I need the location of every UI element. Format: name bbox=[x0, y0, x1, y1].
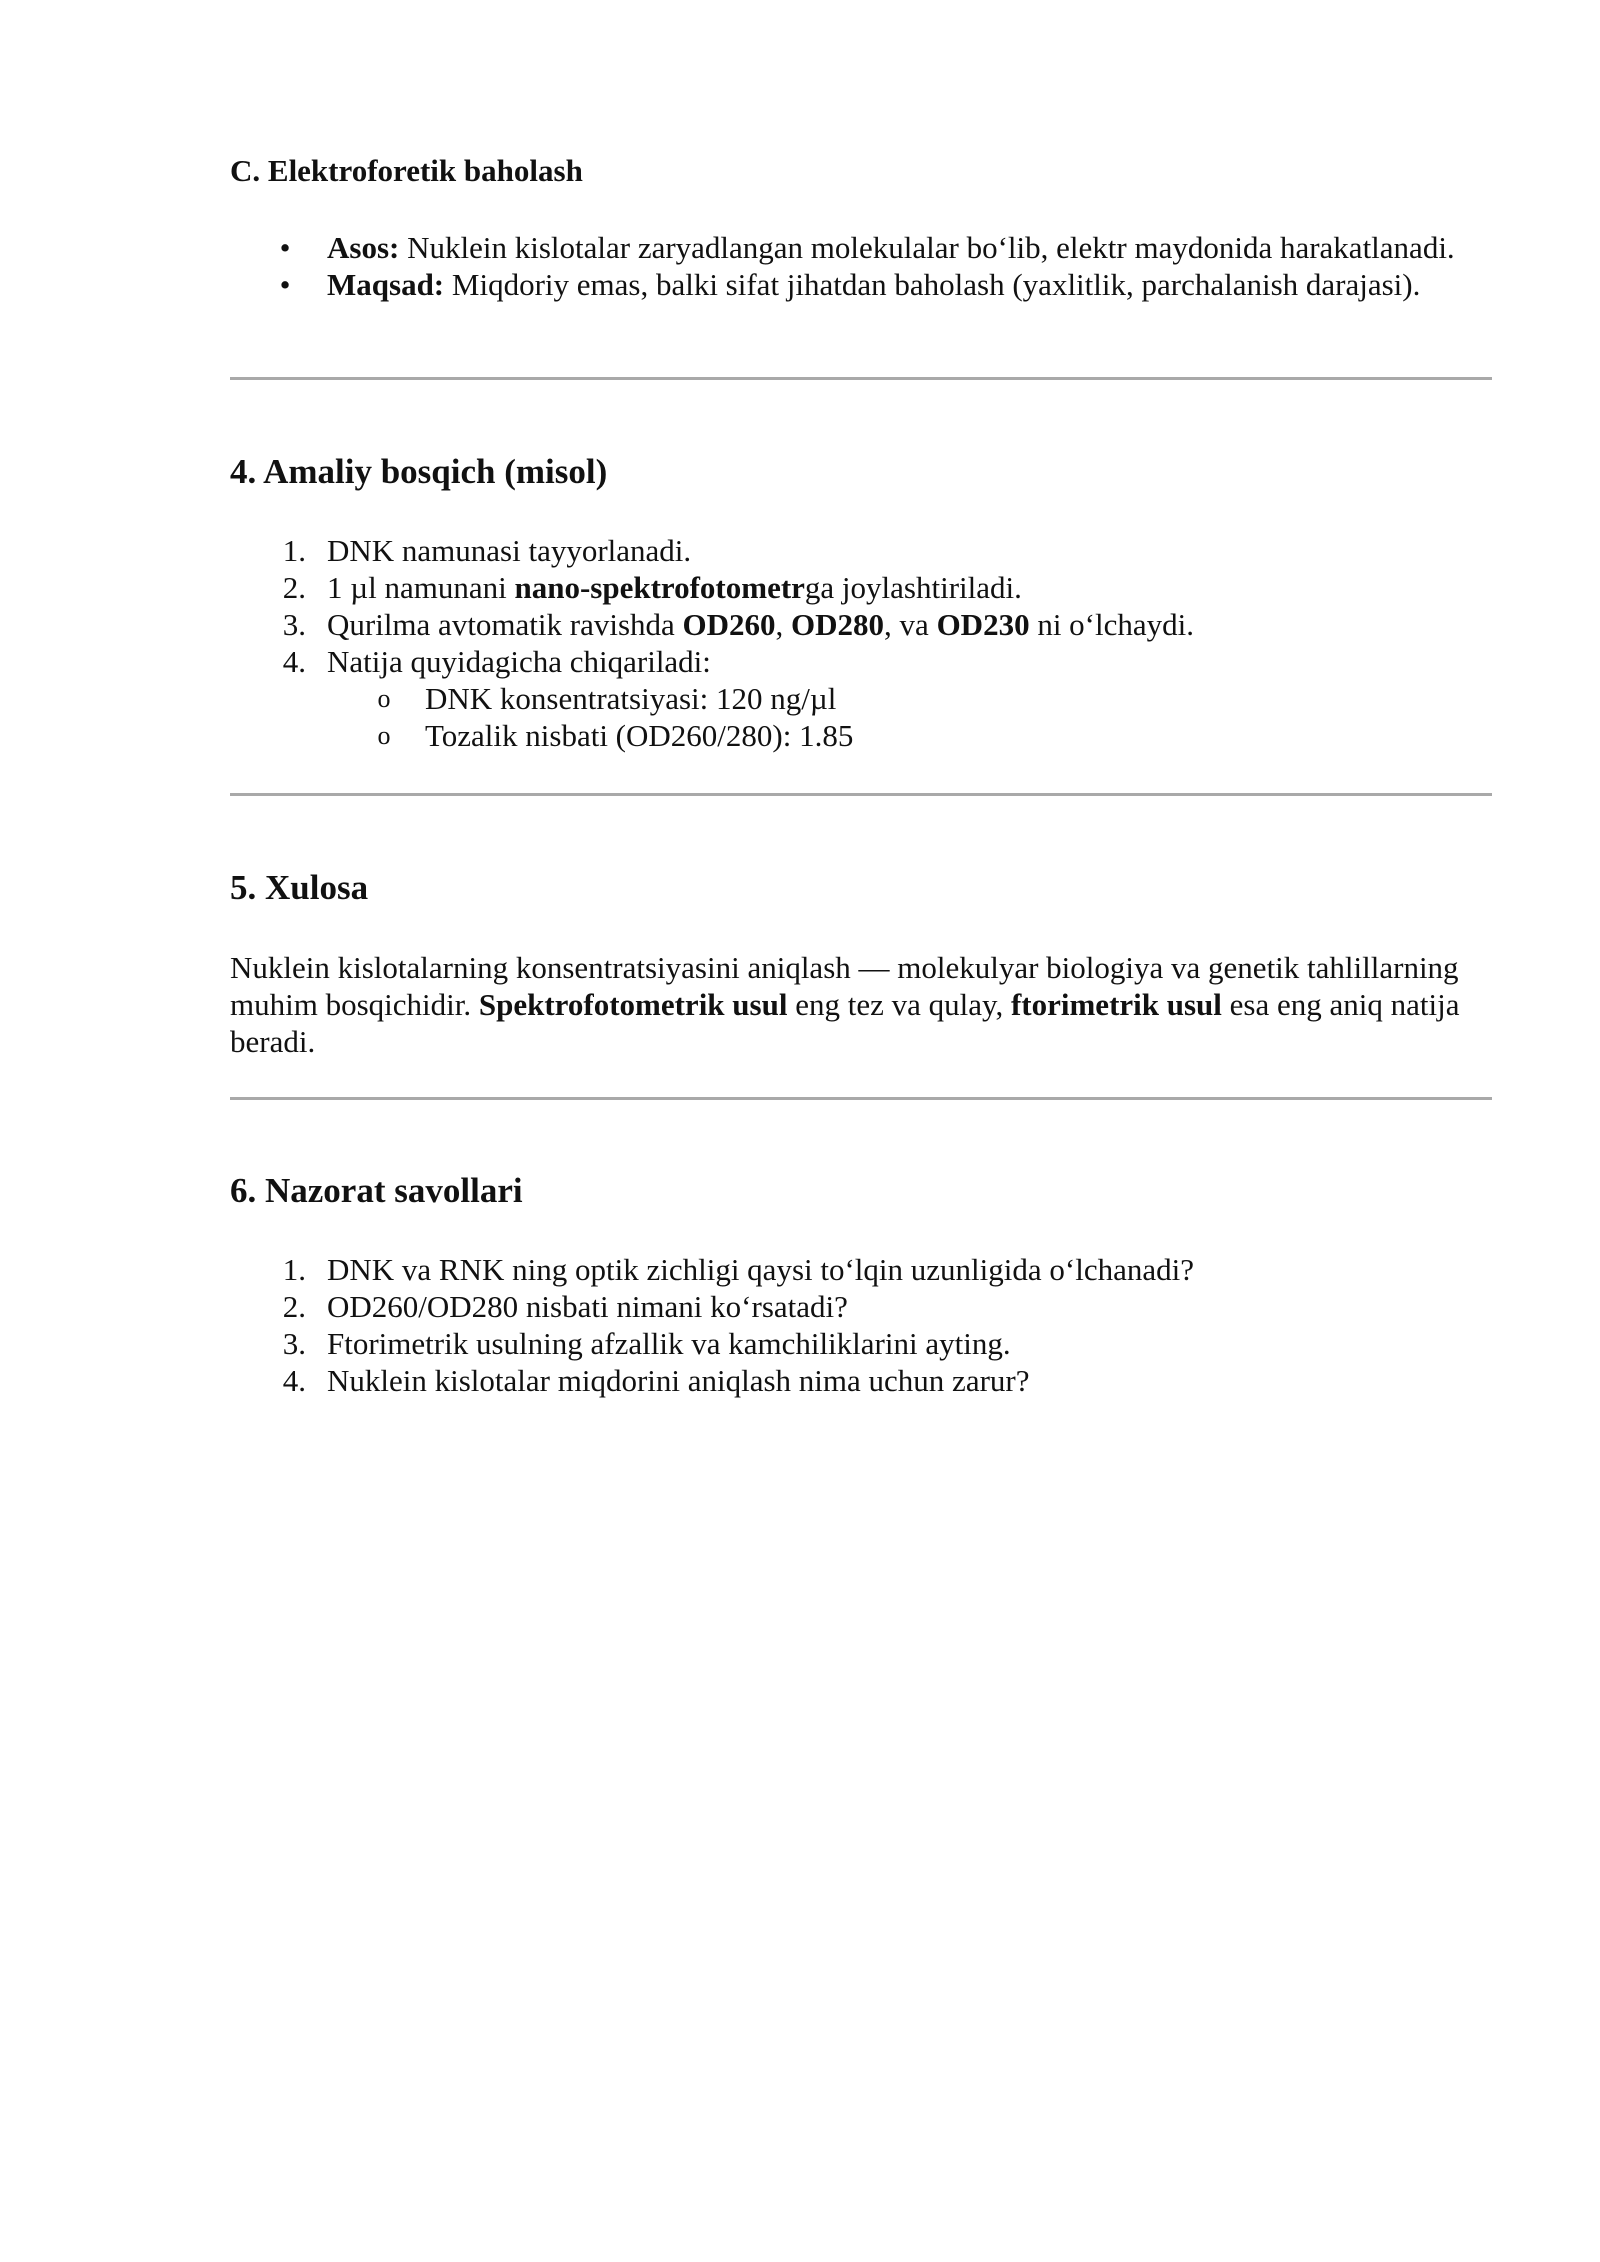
list-item bbox=[230, 569, 1492, 606]
section-4-heading: 4. Amaliy bosqich (misol) bbox=[230, 452, 608, 491]
fluorimetric-term: ftorimetrik usul bbox=[1010, 987, 1222, 1022]
item-text: OD260/OD280 nisbati nimani ko‘rsatadi? bbox=[327, 1289, 848, 1324]
list-item bbox=[230, 1362, 1492, 1399]
item-number: 1. bbox=[282, 533, 306, 568]
section-5-heading: 5. Xulosa bbox=[230, 868, 369, 907]
item-number: 2. bbox=[282, 1289, 306, 1324]
sub-list-item bbox=[230, 717, 1492, 754]
item-text-pre: 1 µl namunani bbox=[327, 570, 515, 605]
item-text-pre: Qurilma avtomatik ravishda bbox=[327, 607, 683, 642]
paragraph-text: esa eng aniq natija beradi. bbox=[230, 987, 1460, 1059]
od280-term: OD280 bbox=[791, 607, 885, 642]
list-item bbox=[230, 229, 1492, 266]
item-number: 1. bbox=[282, 1252, 306, 1287]
section-4-numbered-list bbox=[230, 532, 1492, 754]
circle-bullet-icon: o bbox=[377, 721, 391, 750]
section-6-numbered-list bbox=[230, 1251, 1492, 1399]
list-item bbox=[230, 606, 1492, 643]
section-c-bullet-list bbox=[230, 229, 1492, 303]
item-text: Tozalik nisbati (OD260/280): 1.85 bbox=[425, 718, 854, 753]
list-item bbox=[230, 532, 1492, 569]
circle-bullet-icon: o bbox=[377, 684, 391, 713]
separator: , bbox=[775, 607, 792, 642]
sub-list-item bbox=[230, 680, 1492, 717]
paragraph-text: Nuklein kislotalarning konsentratsiyasini aniqlash — molekulyar biologiya va genetik tahlillarning muhim bosqichidir. bbox=[230, 950, 1459, 1022]
item-number: 3. bbox=[282, 1326, 306, 1361]
item-text: Ftorimetrik usulning afzallik va kamchiliklarini ayting. bbox=[327, 1326, 1011, 1361]
item-text: Miqdoriy emas, balki sifat jihatdan baholash (yaxlitlik, parchalanish darajasi). bbox=[444, 267, 1421, 302]
list-item bbox=[230, 266, 1492, 303]
list-item bbox=[230, 1325, 1492, 1362]
separator: , va bbox=[884, 607, 937, 642]
item-text: DNK va RNK ning optik zichligi qaysi to‘lqin uzunligida o‘lchanadi? bbox=[327, 1252, 1194, 1287]
horizontal-rule bbox=[230, 377, 1492, 380]
horizontal-rule bbox=[230, 1097, 1492, 1100]
bullet-icon: • bbox=[279, 267, 291, 302]
item-number: 2. bbox=[282, 570, 306, 605]
spectrophotometric-term: Spektrofotometrik usul bbox=[478, 987, 788, 1022]
horizontal-rule bbox=[230, 793, 1492, 796]
item-text-post: ga joylashtiriladi. bbox=[804, 570, 1022, 605]
item-text: Nuklein kislotalar miqdorini aniqlash nima uchun zarur? bbox=[327, 1363, 1030, 1398]
item-text-post: ni o‘lchaydi. bbox=[1029, 607, 1194, 642]
section-c-heading: C. Elektroforetik baholash bbox=[230, 153, 583, 188]
item-number: 4. bbox=[282, 1363, 306, 1398]
bullet-icon: • bbox=[279, 230, 291, 265]
conclusion-paragraph bbox=[230, 949, 1492, 1060]
item-text: DNK namunasi tayyorlanadi. bbox=[327, 533, 692, 568]
item-label: Asos: bbox=[327, 230, 400, 265]
item-label: Maqsad: bbox=[327, 267, 445, 302]
od260-term: OD260 bbox=[682, 607, 776, 642]
item-text: Nuklein kislotalar zaryadlangan molekulalar bo‘lib, elektr maydonida harakatlanadi. bbox=[399, 230, 1455, 265]
item-number: 3. bbox=[282, 607, 306, 642]
item-text-bold: nano-spektrofotometr bbox=[514, 570, 805, 605]
paragraph-text: eng tez va qulay, bbox=[787, 987, 1011, 1022]
item-text: Natija quyidagicha chiqariladi: bbox=[327, 644, 711, 679]
list-item bbox=[230, 1251, 1492, 1288]
section-6-heading: 6. Nazorat savollari bbox=[230, 1171, 523, 1210]
list-item bbox=[230, 643, 1492, 680]
item-number: 4. bbox=[282, 644, 306, 679]
od230-term: OD230 bbox=[936, 607, 1030, 642]
item-text: DNK konsentratsiyasi: 120 ng/µl bbox=[425, 681, 837, 716]
list-item bbox=[230, 1288, 1492, 1325]
